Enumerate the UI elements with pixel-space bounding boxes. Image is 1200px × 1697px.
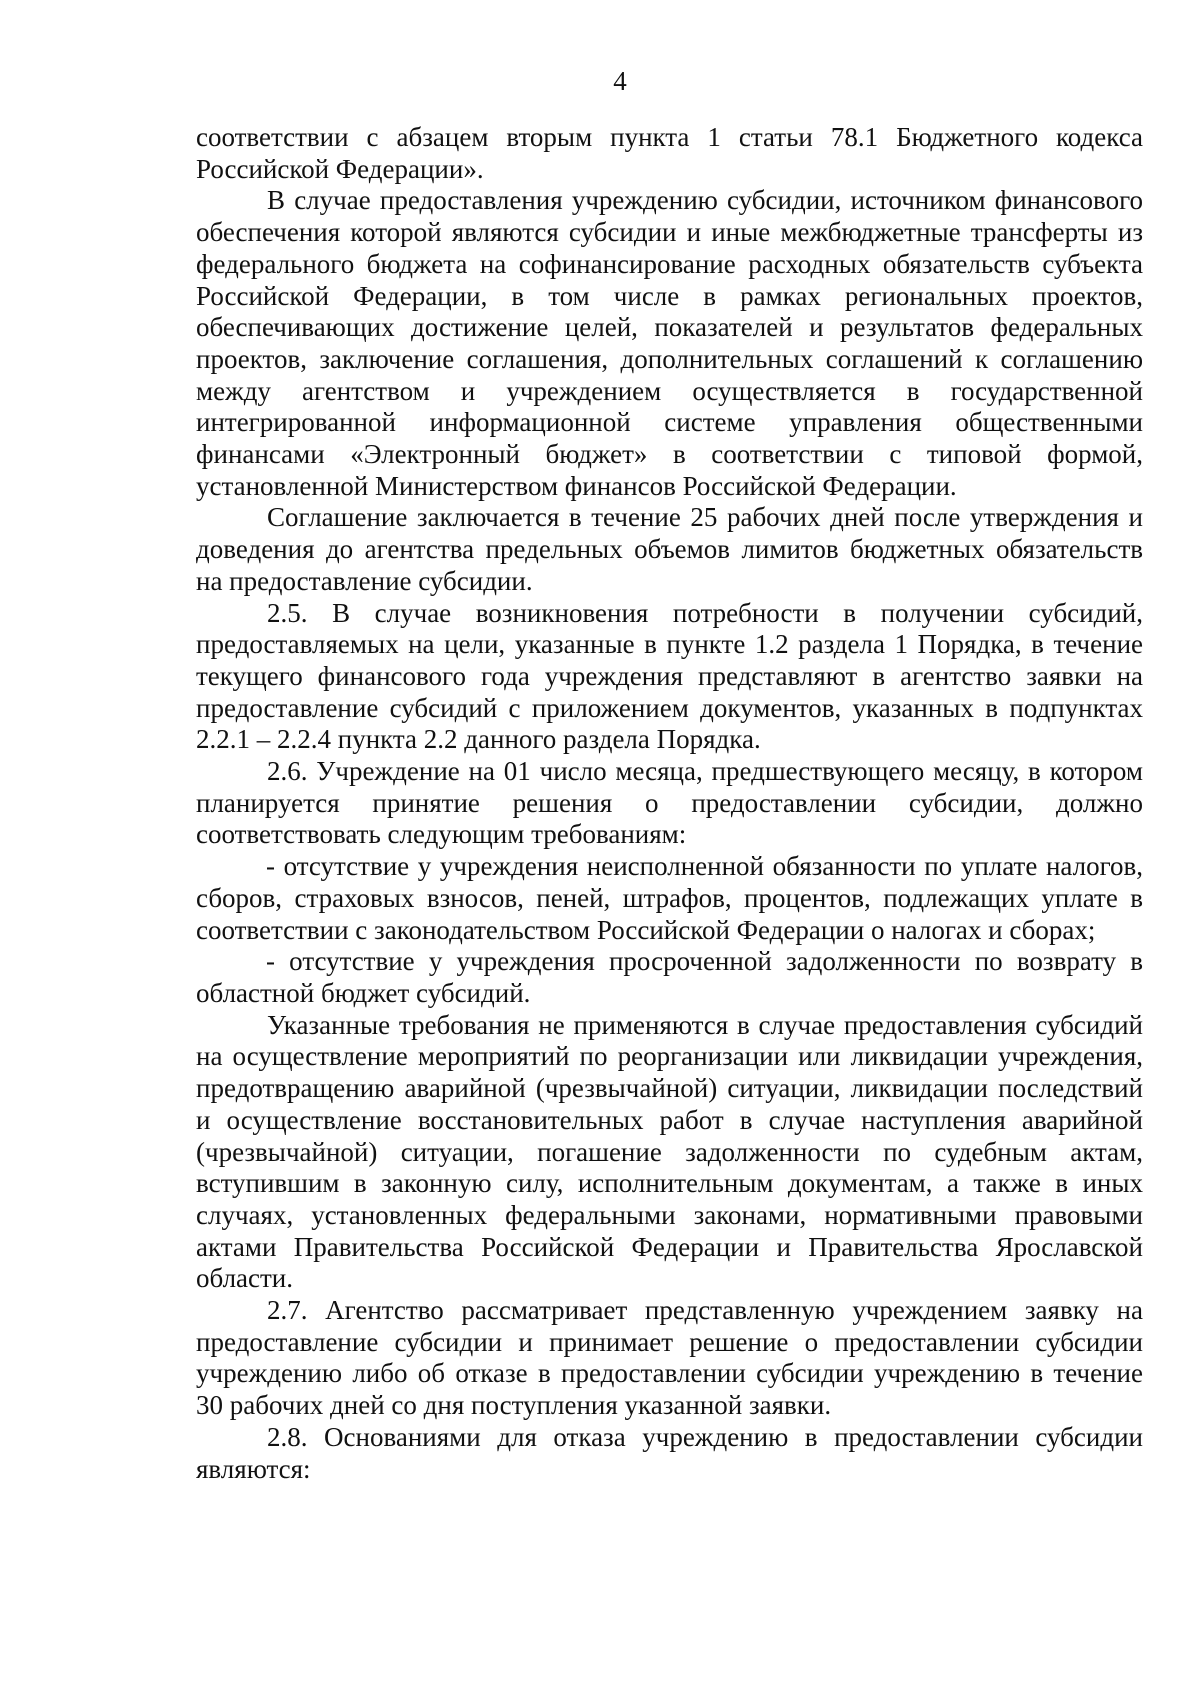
paragraph-continuation: соответствии с абзацем вторым пункта 1 статьи 78.1 Бюджетного кодекса Российской Федерации». bbox=[196, 122, 1143, 184]
requirement-item-overdue-debt: - отсутствие у учреждения просроченной задолженности по возврату в областной бюджет субсидий. bbox=[196, 946, 1143, 1008]
document-body bbox=[196, 122, 1143, 1485]
paragraph-2-6: 2.6. Учреждение на 01 число месяца, предшествующего месяцу, в котором планируется принятие решения о предоставлении субсидии, должно соответствовать следующим требованиям: bbox=[196, 756, 1143, 850]
paragraph-agreement-term: Соглашение заключается в течение 25 рабочих дней после утверждения и доведения до агентства предельных объемов лимитов бюджетных обязательств на предоставление субсидии. bbox=[196, 502, 1143, 596]
paragraph-requirements-exceptions: Указанные требования не применяются в случае предоставления субсидий на осуществление мероприятий по реорганизации или ликвидации учреждения, предотвращению аварийной (чрезвычайной) ситуации, ликвидации последствий и осуществление восстановительных работ в случае наступления аварийной (чрезвычайной) ситуации, погашение задолженности по судебным актам, вступившим в законную силу, исполнительным документам, а также в иных случаях, установленных федеральными законами, нормативными правовыми актами Правительства Российской Федерации и Правительства Ярославской области. bbox=[196, 1009, 1143, 1294]
paragraph-electronic-budget: В случае предоставления учреждению субсидии, источником финансового обеспечения которой являются субсидии и иные межбюджетные трансферты из федерального бюджета на софинансирование расходных обязательств субъекта Российской Федерации, в том числе в рамках региональных проектов, обеспечивающих достижение целей, показателей и результатов федеральных проектов, заключение соглашения, дополнительных соглашений к соглашению между агентством и учреждением осуществляется в государственной интегрированной информационной системе управления общественными финансами «Электронный бюджет» в соответствии с типовой формой, установленной Министерством финансов Российской Федерации. bbox=[196, 185, 1143, 501]
paragraph-2-5: 2.5. В случае возникновения потребности в получении субсидий, предоставляемых на цели, указанные в пункте 1.2 раздела 1 Порядка, в течение текущего финансового года учреждения представляют в агентство заявки на предоставление субсидий с приложением документов, указанных в подпунктах 2.2.1 – 2.2.4 пункта 2.2 данного раздела Порядка. bbox=[196, 597, 1143, 755]
requirement-item-taxes: - отсутствие у учреждения неисполненной обязанности по уплате налогов, сборов, страховых взносов, пеней, штрафов, процентов, подлежащих уплате в соответствии с законодательством Российской Федерации о налогах и сборах; bbox=[196, 851, 1143, 945]
page-number: 4 bbox=[613, 66, 627, 96]
paragraph-2-8: 2.8. Основаниями для отказа учреждению в предоставлении субсидии являются: bbox=[196, 1421, 1143, 1484]
paragraph-2-7: 2.7. Агентство рассматривает представленную учреждением заявку на предоставление субсидии и принимает решение о предоставлении субсидии учреждению либо об отказе в предоставлении субсидии учреждению в течение 30 рабочих дней со дня поступления указанной заявки. bbox=[196, 1295, 1143, 1421]
